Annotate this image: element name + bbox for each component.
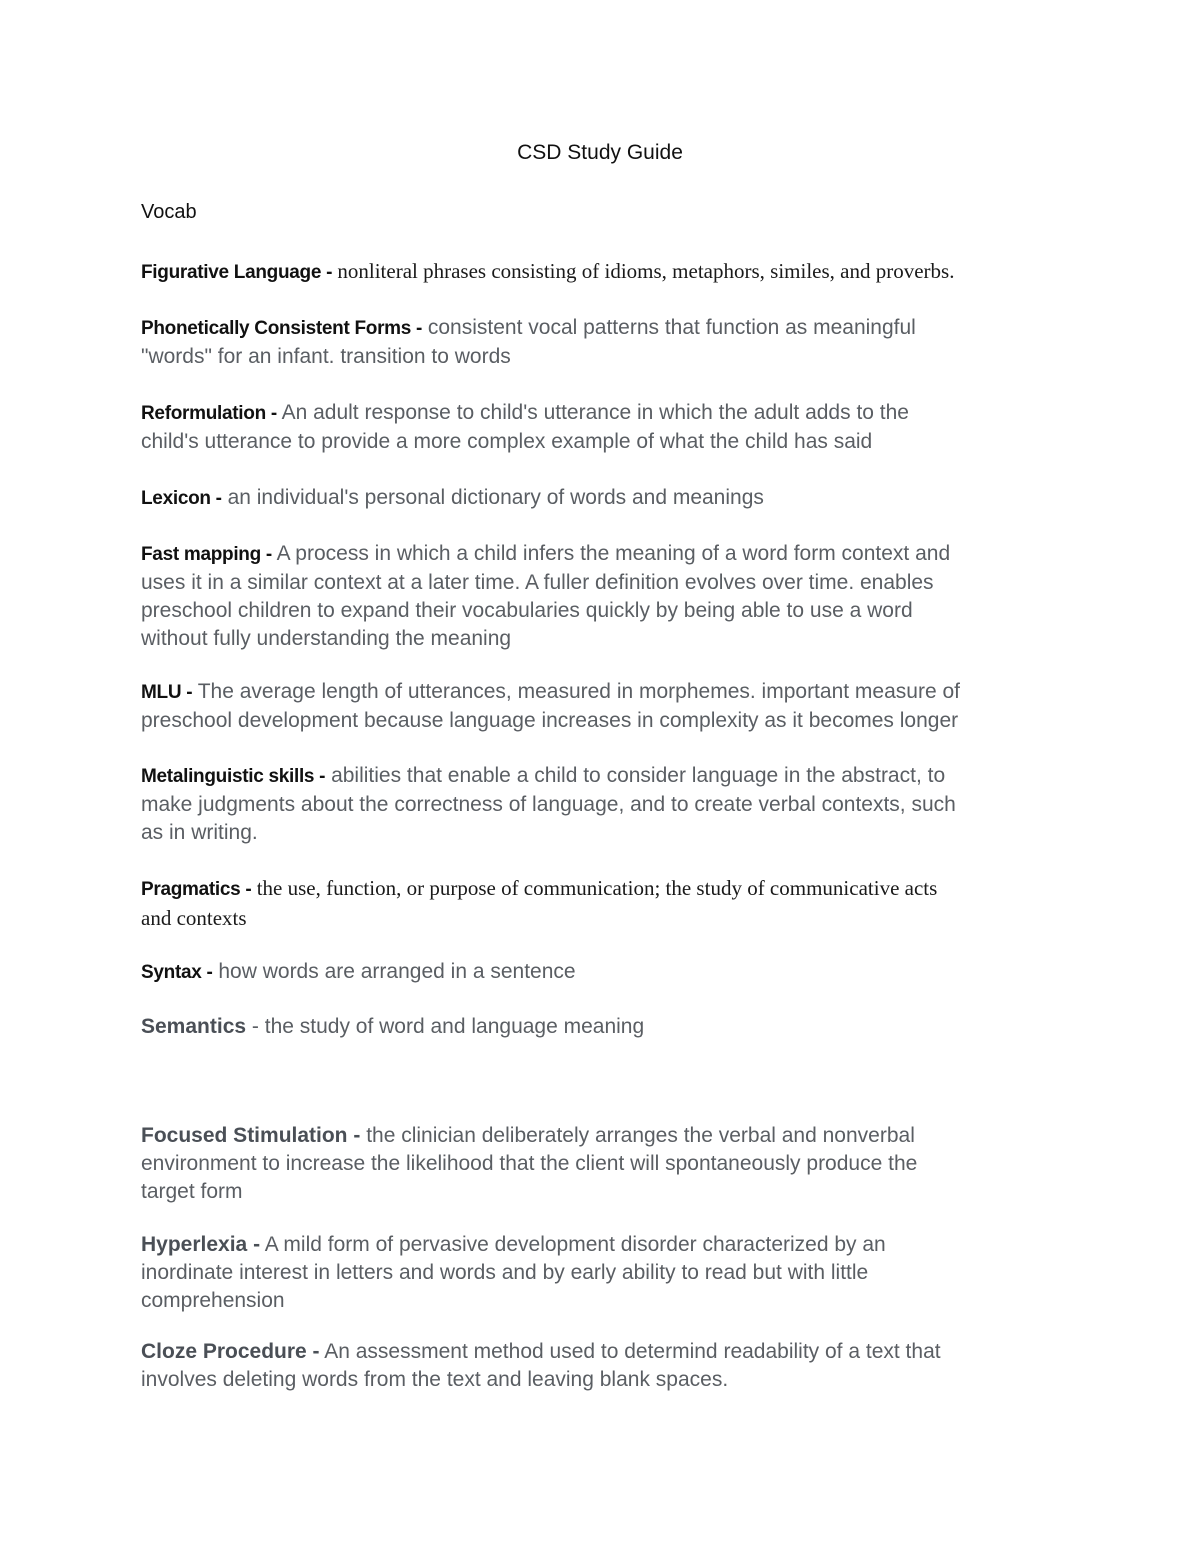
definition-line: and contexts [141,906,247,930]
vocab-entry-fast-mapping [141,540,1071,653]
definition-line: Hyperlexia - A mild form of pervasive development disorder characterized by an [141,1233,886,1256]
vocab-entry-phonetically-consistent-forms [141,314,1071,371]
vocab-term: Semantics [141,1015,247,1038]
definition-line: Syntax - how words are arranged in a sentence [141,960,576,983]
definition-line: "words" for an infant. transition to words [141,345,511,368]
definition-line: target form [141,1180,243,1203]
definition-line: involves deleting words from the text and leaving blank spaces. [141,1368,729,1391]
vocab-term: Focused Stimulation - [141,1124,361,1147]
vocab-entry-cloze-procedure [141,1338,1071,1394]
vocab-entry-focused-stimulation [141,1122,1071,1206]
definition-line: Focused Stimulation - the clinician deliberately arranges the verbal and nonverbal [141,1124,915,1147]
document-title: CSD Study Guide [517,141,683,164]
vocab-entry-pragmatics [141,874,1071,932]
definition-line: environment to increase the likelihood that the client will spontaneously produce the [141,1152,918,1175]
vocab-term: Hyperlexia - [141,1233,261,1256]
definition-line: Cloze Procedure - An assessment method used to determind readability of a text that [141,1340,941,1363]
definition-line: preschool development because language increases in complexity as it becomes longer [141,709,959,732]
vocab-term: Phonetically Consistent Forms - [141,318,423,339]
vocab-entry-semantics [141,1013,1071,1041]
vocab-term: Syntax - [141,962,213,983]
vocab-term: MLU - [141,682,193,703]
definition-line: Reformulation - An adult response to child's utterance in which the adult adds to the [141,401,909,424]
vocab-entry-metalinguistic-skills [141,762,1071,847]
vocab-term: Metalinguistic skills - [141,766,326,787]
definition-line: uses it in a similar context at a later time. A fuller definition evolves over time. enables [141,571,934,594]
definition-line: preschool children to expand their vocabularies quickly by being able to use a word [141,599,913,622]
vocab-term: Fast mapping - [141,544,272,565]
vocab-term: Pragmatics - [141,879,252,900]
definition-line: Fast mapping - A process in which a child infers the meaning of a word form context and [141,542,951,565]
vocab-entry-syntax [141,958,1071,987]
vocab-term: Figurative Language - [141,262,333,283]
definition-line: comprehension [141,1289,285,1312]
vocab-entry-figurative-language [141,257,1071,287]
definition-line: as in writing. [141,821,258,844]
vocab-term: Lexicon - [141,488,222,509]
definition-line: Figurative Language - nonliteral phrases consisting of idioms, metaphors, similes, and proverbs. [141,259,955,283]
vocab-entry-lexicon [141,484,1071,513]
definition-line: Lexicon - an individual's personal dictionary of words and meanings [141,486,764,509]
definition-line: Semantics - the study of word and language meaning [141,1015,645,1038]
definition-line: child's utterance to provide a more complex example of what the child has said [141,430,873,453]
definition-line: Pragmatics - the use, function, or purpose of communication; the study of communicative acts [141,876,938,900]
section-heading: Vocab [141,201,197,223]
vocab-entry-reformulation [141,399,1071,456]
vocab-entry-mlu [141,678,1071,735]
vocab-term: Reformulation - [141,403,277,424]
definition-line: Metalinguistic skills - abilities that enable a child to consider language in the abstract, to [141,764,946,787]
vocab-term: Cloze Procedure - [141,1340,320,1363]
vocab-entry-hyperlexia [141,1231,1071,1315]
definition-line: Phonetically Consistent Forms - consistent vocal patterns that function as meaningful [141,316,916,339]
definition-line: inordinate interest in letters and words and by early ability to read but with little [141,1261,869,1284]
definition-line: MLU - The average length of utterances, measured in morphemes. important measure of [141,680,960,703]
definition-line: without fully understanding the meaning [141,627,512,650]
definition-line: make judgments about the correctness of language, and to create verbal contexts, such [141,793,956,816]
